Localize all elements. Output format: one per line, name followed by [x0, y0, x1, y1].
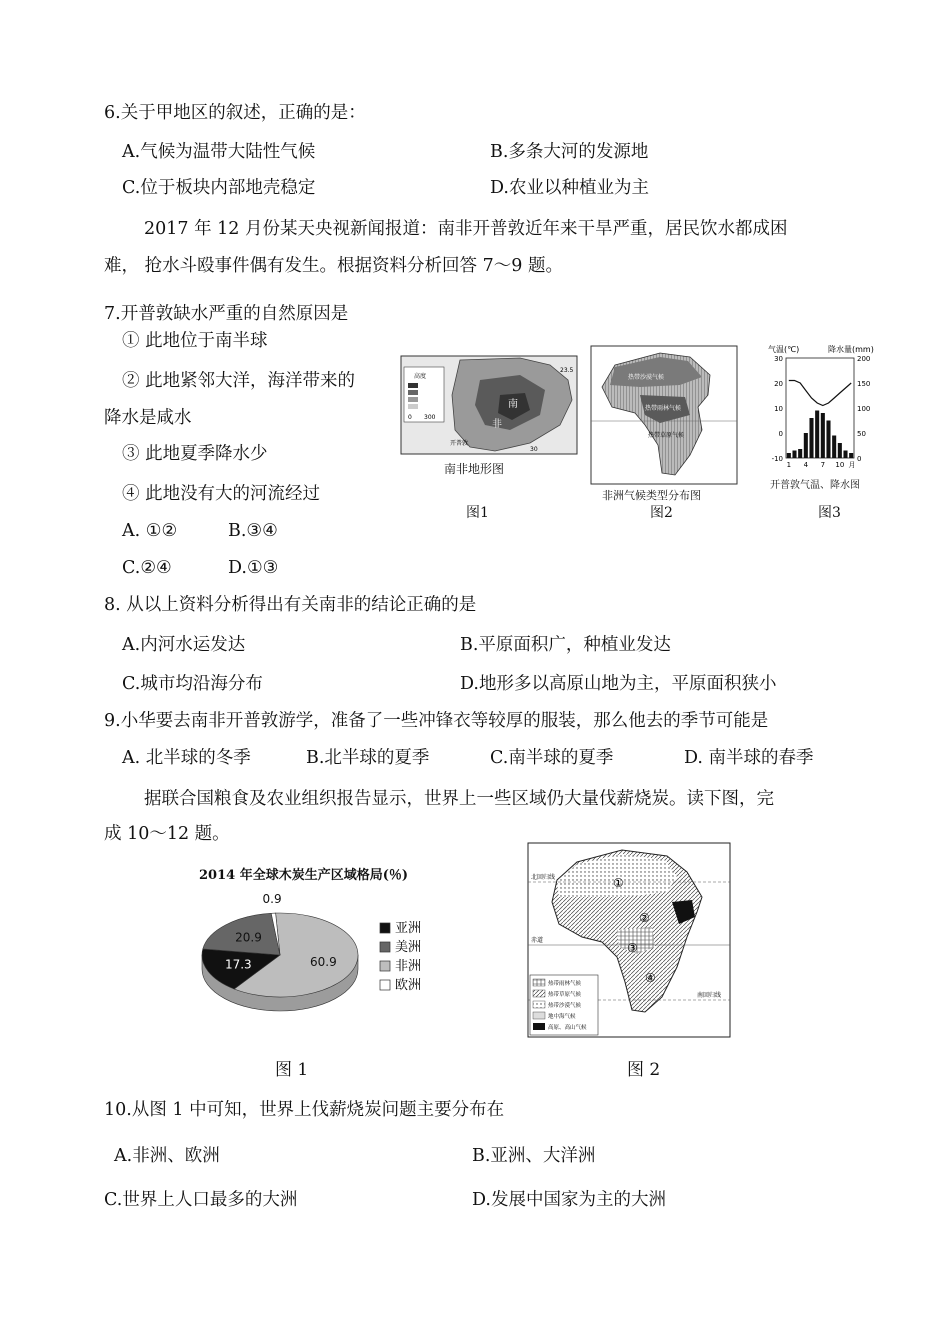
month-tick-label: 4 — [803, 461, 809, 469]
map2-legend-2: 热带沙漠气候 — [548, 1003, 582, 1009]
q8-option-d: D.地形多以高原山地为主，平原面积狭小 — [460, 674, 777, 694]
q7-statement-2a: ② 此地紧邻大洋，海洋带来的 — [122, 371, 356, 391]
fig3-temp-label: 气温(℃) — [768, 345, 800, 354]
map2-region-3: ③ — [627, 941, 638, 955]
map2-region-4: ④ — [645, 971, 656, 985]
intro1-line1: 2017 年 12 月份某天央视新闻报道：南非开普敦近年来干旱严重，居民饮水都成困 — [144, 219, 788, 239]
q8-stem: 8. 从以上资料分析得出有关南非的结论正确的是 — [104, 595, 477, 615]
q7-statement-3: ③ 此地夏季降水少 — [122, 444, 268, 464]
q10-option-d: D.发展中国家为主的大洲 — [472, 1190, 666, 1210]
precip-bar — [849, 453, 853, 458]
q10-option-b: B.亚洲、大洋洲 — [472, 1146, 596, 1166]
pie-title: 2014 年全球木炭生产区域格局(％) — [199, 868, 409, 883]
climate-chart-svg — [764, 340, 884, 495]
month-tick-label: 月 — [848, 461, 856, 469]
q9-option-b: B.北半球的夏季 — [306, 748, 430, 768]
month-tick-label: 7 — [820, 461, 826, 469]
precip-bar — [809, 418, 813, 458]
fig2-title: 非洲气候类型分布图 — [602, 489, 701, 502]
fig1-label-nan: 南 — [508, 399, 518, 410]
precip-bar — [838, 443, 842, 458]
map2-region-1: ① — [613, 876, 624, 890]
temp-tick-label: 10 — [774, 405, 783, 413]
q7-option-a: A. ①② — [122, 521, 178, 541]
q9-option-d: D. 南半球的春季 — [684, 748, 814, 768]
precip-bar — [787, 453, 791, 458]
q7-option-d: D.①③ — [228, 558, 279, 578]
q6-option-a: A.气候为温带大陆性气候 — [122, 142, 316, 162]
pie-legend-swatch — [380, 961, 390, 971]
q6-option-c: C.位于板块内部地壳稳定 — [122, 178, 316, 198]
fig1-scale-0: 0 — [408, 414, 412, 421]
q6-stem: 6.关于甲地区的叙述，正确的是： — [104, 103, 366, 123]
fig1-label-fei: 非 — [492, 419, 502, 430]
pie-caption: 图 1 — [275, 1060, 309, 1080]
map2-region-2: ② — [639, 911, 650, 925]
fig2-label-rain: 热带雨林气候 — [645, 405, 682, 412]
q6-option-b: B.多条大河的发源地 — [490, 142, 649, 162]
pie-svg — [195, 890, 455, 1050]
figure-south-africa-terrain — [400, 355, 580, 521]
precip-bar — [821, 413, 825, 458]
fig3-caption: 图3 — [818, 505, 841, 521]
prec-tick-label: 0 — [857, 455, 862, 463]
q9-option-a: A. 北半球的冬季 — [122, 748, 251, 768]
figure-africa-climate — [590, 345, 740, 521]
map2-south-tropic: 南回归线 — [697, 992, 722, 999]
fig1-label-kaipu: 开普敦 — [450, 440, 469, 447]
temp-tick-label: 20 — [774, 380, 783, 388]
pie-legend-swatch — [380, 980, 390, 990]
intro1-line2: 难， 抢水斗殴事件偶有发生。根据资料分析回答 7～9 题。 — [104, 256, 563, 276]
pie-legend-label: 欧洲 — [395, 978, 422, 993]
prec-tick-label: 200 — [857, 355, 871, 363]
q8-option-b: B.平原面积广，种植业发达 — [460, 635, 671, 655]
q7-stem: 7.开普敦缺水严重的自然原因是 — [104, 304, 349, 324]
q9-stem: 9.小华要去南非开普敦游学，准备了一些冲锋衣等较厚的服装，那么他去的季节可能是 — [104, 711, 769, 731]
q6-option-d: D.农业以种植业为主 — [490, 178, 649, 198]
month-tick-label: 10 — [835, 461, 845, 469]
fig1-caption: 图1 — [466, 505, 489, 521]
map2-legend-1: 热带草原气候 — [548, 992, 582, 998]
q10-option-c: C.世界上人口最多的大洲 — [104, 1190, 298, 1210]
figure-africa-map — [527, 842, 737, 1078]
pie-data-label: 60.9 — [310, 954, 337, 969]
pie-data-label: 17.3 — [224, 957, 252, 972]
prec-tick-label: 50 — [857, 430, 866, 438]
q8-option-a: A.内河水运发达 — [122, 635, 246, 655]
figure-charcoal-pie — [195, 860, 455, 1080]
prec-tick-label: 150 — [857, 380, 871, 388]
precip-bar — [792, 451, 796, 459]
fig1-label-30: 30 — [530, 446, 538, 453]
q7-statement-2b: 降水是咸水 — [104, 408, 192, 428]
q7-statement-4: ④ 此地没有大的河流经过 — [122, 484, 321, 504]
q9-option-c: C.南半球的夏季 — [490, 748, 614, 768]
month-tick-label: 1 — [786, 461, 792, 469]
fig1-legend-title: 高度 — [414, 373, 427, 380]
pie-data-label: 20.9 — [235, 930, 262, 945]
fig2-caption: 图2 — [650, 505, 673, 521]
q7-option-c: C.②④ — [122, 558, 172, 578]
fig1-label-23: 23.5 — [560, 367, 574, 374]
intro2-line1: 据联合国粮食及农业组织报告显示，世界上一些区域仍大量伐薪烧炭。读下图，完 — [144, 789, 774, 809]
fig3-prec-label: 降水量(mm) — [828, 345, 874, 354]
map2-legend-0: 热带雨林气候 — [548, 981, 582, 987]
map2-caption: 图 2 — [627, 1060, 661, 1080]
q10-stem: 10.从图 1 中可知，世界上伐薪烧炭问题主要分布在 — [104, 1100, 505, 1120]
pie-legend-swatch — [380, 923, 390, 933]
precip-bar — [798, 449, 802, 458]
q7-option-b: B.③④ — [228, 521, 278, 541]
pie-legend-label: 美洲 — [395, 940, 422, 955]
precip-bar — [832, 436, 836, 459]
map2-north-tropic: 北回归线 — [531, 874, 556, 881]
precip-bar — [804, 433, 808, 458]
q7-statement-1: ① 此地位于南半球 — [122, 331, 268, 351]
fig3-title: 开普敦气温、降水图 — [770, 480, 860, 491]
temp-tick-label: 30 — [774, 355, 783, 363]
q10-option-a: A.非洲、欧洲 — [114, 1146, 220, 1166]
fig1-title: 南非地形图 — [444, 462, 505, 476]
intro2-line2: 成 10～12 题。 — [104, 824, 230, 844]
fig2-label-desert: 热带沙漠气候 — [628, 374, 665, 381]
temp-tick-label: -10 — [771, 455, 783, 463]
climate-plot-frame — [786, 358, 854, 458]
temperature-line — [789, 381, 851, 406]
prec-tick-label: 100 — [857, 405, 871, 413]
fig2-label-savanna: 热带草原气候 — [648, 432, 685, 439]
pie-legend-label: 亚洲 — [395, 921, 422, 936]
pie-data-label: 0.9 — [262, 891, 282, 906]
map2-equator: 赤道 — [531, 937, 544, 944]
map2-legend-3: 地中海气候 — [548, 1014, 576, 1020]
figure-cape-town-climate-chart — [764, 340, 884, 520]
precip-bar — [826, 421, 830, 459]
pie-legend-label: 非洲 — [395, 959, 422, 974]
map2-legend-4: 高原、高山气候 — [548, 1025, 587, 1031]
temp-tick-label: 0 — [778, 430, 783, 438]
fig1-scale-300: 300 — [424, 414, 436, 421]
precip-bar — [815, 411, 819, 459]
q8-option-c: C.城市均沿海分布 — [122, 674, 263, 694]
precip-bar — [843, 451, 847, 459]
pie-legend-swatch — [380, 942, 390, 952]
